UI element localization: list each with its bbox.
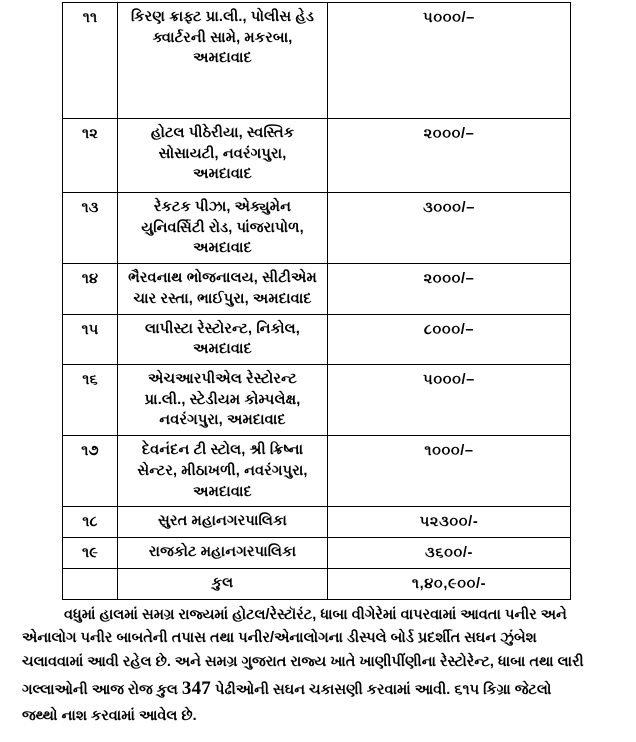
total-label <box>118 568 328 599</box>
table-row <box>63 264 571 314</box>
name-line: સેન્ટર, મીઠાખળી, નવરંગપુરા, <box>137 462 308 479</box>
name-line: એચઆરપીએલ રેસ્ટોરન્ટ <box>148 371 297 388</box>
inspection-count: 347 <box>181 677 211 699</box>
paragraph-line: ચલાવવામાં આવી રહેલ છે. અને સમગ્ર ગુજરાત રાજ્ય ખાતે ખાણીપીંણીના રેસ્ટોરેન્ટ, ધાબા તથા લારી <box>22 653 584 670</box>
paragraph-line-text-after: પેઢીઓની સઘન ચકાસણી કરવામાં આવી. ૬૧૫ કિગ્રા જેટલો <box>211 681 552 698</box>
paragraph-line-text: વધુમાં હાલમાં સમગ્ર રાજ્યમાં હોટલ/રેસ્ટૉરંટ, ધાબા વીગેરેમાં વાપરવામાં આવતા પનીર અને <box>64 607 567 623</box>
name-line: લાપીસ્ટા રેસ્ટોરન્ટ, નિકોલ, <box>145 320 300 337</box>
row-serial-number: ૧૫ <box>63 314 118 364</box>
row-establishment-name <box>118 119 328 193</box>
name-line: કુલ <box>211 574 234 591</box>
table-row <box>63 119 571 193</box>
table-row <box>63 436 571 507</box>
row-establishment-name <box>118 365 328 436</box>
row-serial-number: ૧૩ <box>63 193 118 264</box>
row-serial-number: ૧૨ <box>63 119 118 193</box>
row-serial-number: ૧૭ <box>63 436 118 507</box>
name-line: રેકટક પીઝા, એક્યુમેન <box>153 199 292 215</box>
row-establishment-name <box>118 314 328 364</box>
paragraph-line <box>22 674 618 705</box>
name-line: કિરણ ક્રાફ્ટ પ્રા.લી., પોલીસ હેડ <box>130 9 315 25</box>
name-line: અમદાવાદ <box>193 240 252 257</box>
paragraph-line: જથ્થો નાશ કરવામાં આવેલ છે. <box>22 707 197 724</box>
table-row <box>63 193 571 264</box>
table-row <box>63 3 571 119</box>
row-establishment-name <box>118 538 328 569</box>
name-line: ચાર રસ્તા, ભાઈપુરા, અમદાવાદ <box>133 290 312 307</box>
table-row <box>63 538 571 569</box>
row-fine-amount: ૫૨૩૦૦/- <box>328 507 571 538</box>
row-establishment-name <box>118 264 328 314</box>
row-fine-amount: ૨૦૦૦/– <box>328 119 571 193</box>
name-line: પ્રા.લી., સ્ટેડીયમ કોમ્પલેક્ષ, <box>144 391 301 408</box>
row-establishment-name <box>118 193 328 264</box>
name-line: અમદાવાદ <box>193 341 252 358</box>
row-fine-amount: ૧૦૦૦/– <box>328 436 571 507</box>
name-line: અમદાવાદ <box>193 483 252 500</box>
paragraph-line: એનાલોગ પનીર બાબતેની તપાસ તથા પનીર/એનાલોગના ડીસ્પલે બોર્ડ પ્રદર્શીત સઘન ઝુંબેશ <box>22 630 537 647</box>
row-establishment-name <box>118 507 328 538</box>
row-fine-amount: ૫૦૦૦/– <box>328 3 571 119</box>
name-line: ભૈરવનાથ ભોજનાલય, સીટીએમ <box>128 270 317 287</box>
report-paragraph <box>22 604 618 728</box>
row-establishment-name <box>118 436 328 507</box>
row-serial-number: ૧૮ <box>63 507 118 538</box>
table-row <box>63 365 571 436</box>
row-serial-number: ૧૯ <box>63 538 118 569</box>
name-line: હોટલ પીઠેરીયા, સ્વસ્તિક <box>150 125 295 141</box>
name-line: સોસાયટી, નવરંગપુરા, <box>158 145 287 162</box>
fine-amount-table <box>62 2 571 600</box>
name-line: રાજકોટ મહાનગરપાલિકા <box>148 544 297 561</box>
row-serial-number <box>63 568 118 599</box>
name-line: દેવનંદન ટી સ્ટોલ, શ્રી ક્રિષ્ના <box>141 442 304 459</box>
table-row-total <box>63 568 571 599</box>
table-body <box>63 3 571 600</box>
row-fine-amount: ૩૦૦૦/– <box>328 193 571 264</box>
row-serial-number: ૧૧ <box>63 3 118 119</box>
name-line: અમદાવાદ <box>193 50 252 67</box>
name-line: ક્વાર્ટરની સામે, મકરબા, <box>152 29 293 46</box>
name-line: નવરંગપુરા, અમદાવાદ <box>159 412 286 429</box>
name-line: સુરત મહાનગરપાલિકા <box>158 513 287 530</box>
row-serial-number: ૧૬ <box>63 365 118 436</box>
table-row <box>63 314 571 364</box>
table-row <box>63 507 571 538</box>
row-serial-number: ૧૪ <box>63 264 118 314</box>
row-fine-amount: ૮૦૦૦/– <box>328 314 571 364</box>
paragraph-line <box>22 604 618 627</box>
name-line: યુનિવર્સિટી રોડ, પાંજરાપોળ, <box>141 219 304 236</box>
paragraph-line-text-before: ગલ્લાઓની આજ રોજ કુલ <box>22 681 182 698</box>
row-fine-amount: ૫૦૦૦/– <box>328 365 571 436</box>
name-line: અમદાવાદ <box>193 166 252 183</box>
row-fine-amount: ૩૬૦૦/- <box>328 538 571 569</box>
total-amount: ૧,૪૦,૯૦૦/- <box>328 568 571 599</box>
row-fine-amount: ૨૦૦૦/– <box>328 264 571 314</box>
row-establishment-name <box>118 3 328 119</box>
